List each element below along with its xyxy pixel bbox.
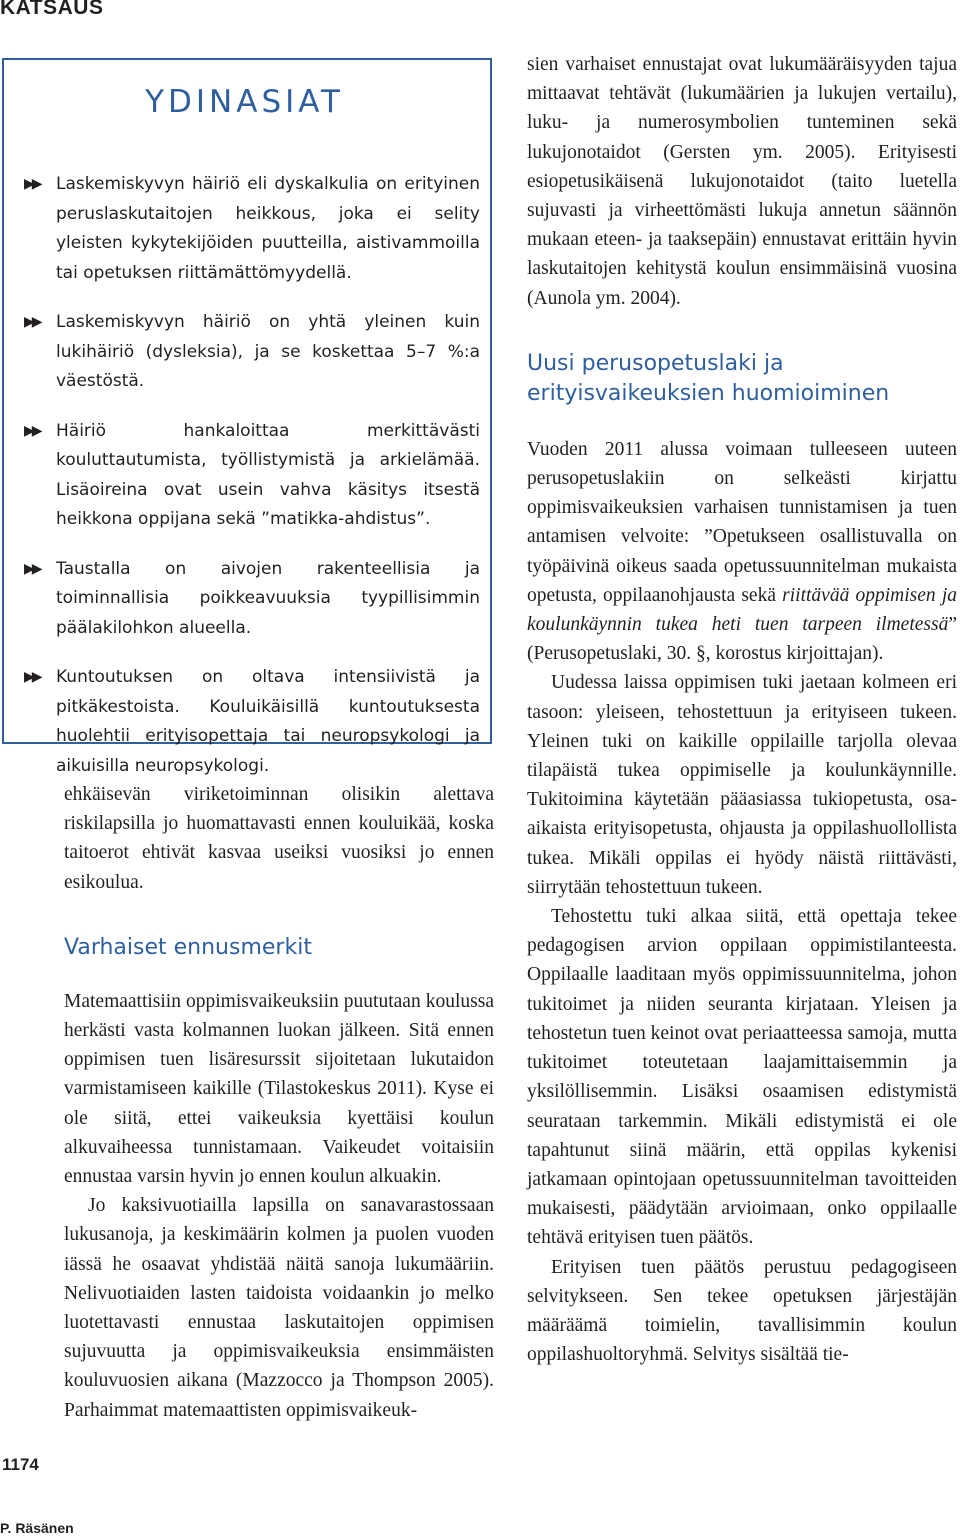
body-paragraph: Erityisen tuen päätös perustuu pedagogiseen selvitykseen. Sen tekee opetuksen järjestäjän määräämä toimielin, tavallisimmin koulun oppilashuoltoryhmä. Selvitys sisältää tie- bbox=[527, 1256, 957, 1366]
body-paragraph: Uudessa laissa oppimisen tuki jaetaan kolmeen eri tasoon: yleiseen, tehostettuun ja erityiseen tukeen. Yleinen tuki on kaikille oppilaille tarjolla olevaa tilapäistä tukea oppimiselle ja koulunkäynnille. Tukitoimina käytetään pääasiassa tukiopetusta, osa-aikaista erityisopetusta, ohjausta ja oppilashuollollista tukea. Mikäli oppilas ei hyödy näistä riittävästi, siirrytään tehostettuun tukeen. bbox=[527, 672, 957, 898]
double-arrow-icon: ▶▶ bbox=[24, 176, 40, 192]
body-paragraph: Tehostettu tuki alkaa siitä, että opettaja tekee pedagogisen arvion oppilaan oppimistilanteesta. Oppilaalle laaditaan myös oppimissuunnitelma, johon tukitoimet ja niiden seuranta kirjataan. Yleisen ja tehostetun tuen keinot ovat periaatteessa samoja, mutta tukitoimet toteutetaan laajamittaisemmin ja yksilöllisemmin. Lisäksi osaamisen edistymistä seurataan tarkemmin. Mikäli edistymistä ei ole tapahtunut siinä määrin, että oppilas kykenisi jatkamaan opintojaan opetussuunnitelman tavoitteiden mukaisesti, päädytään arvioimaan, onko oppilaalle tehtävä erityisen tuen päätös. bbox=[527, 906, 957, 1249]
double-arrow-icon: ▶▶ bbox=[24, 314, 40, 330]
section-heading: Varhaiset ennusmerkit bbox=[64, 934, 312, 960]
key-point-item bbox=[24, 663, 480, 781]
body-paragraph bbox=[527, 435, 957, 669]
key-point-text: Kuntoutuksen on oltava intensiivistä ja pitkäkestoista. Kouluikäisillä kuntoutuksesta huolehtii erityisopettaja tai neuropsykologi ja aikuisilla neuropsykologi. bbox=[56, 667, 480, 776]
key-point-item bbox=[24, 308, 480, 397]
key-points-list bbox=[24, 170, 480, 801]
key-points-title: YDINASIAT bbox=[145, 84, 344, 120]
left-column bbox=[64, 780, 494, 1425]
author-name: P. Räsänen bbox=[0, 1520, 74, 1536]
key-point-item bbox=[24, 555, 480, 644]
left-intro-paragraph: ehkäisevän viriketoiminnan olisikin alettava riskilapsilla jo huomattavasti ennen kouluikää, koska taitoerot ehtivät kasvaa useiksi vuosiksi jo ennen esikoulua. bbox=[64, 784, 494, 893]
body-paragraph: Matemaattisiin oppimisvaikeuksiin puututaan koulussa herkästi vasta kolmannen luokan jälkeen. Sitä ennen oppimisen tuen lisäresurssit sijoitetaan lukutaidon varmistamiseen kaikille (Tilastokeskus 2011). Kyse ei ole siitä, ettei vaikeuksia kyettäisi koulun alkuvaiheessa tunnistamaan. Vaikeudet voitaisiin ennustaa varsin hyvin jo ennen koulun alkuakin. bbox=[64, 990, 494, 1188]
section-label: KATSAUS bbox=[0, 0, 104, 19]
key-point-text: Laskemiskyvyn häiriö on yhtä yleinen kuin lukihäiriö (dysleksia), ja se koskettaa 5–7 %:a väestöstä. bbox=[56, 312, 480, 391]
page-number: 1174 bbox=[2, 1455, 39, 1474]
emphasized-quote: riittävää oppimisen ja koulunkäynnin tukea heti tuen tarpeen ilmetessä bbox=[527, 584, 957, 636]
key-point-item bbox=[24, 170, 480, 288]
key-point-text: Häiriö hankaloittaa merkittävästi kouluttautumista, työllistymistä ja arkielämää. Lisäoireina ovat usein vahva käsitys itsestä heikkona oppijana sekä ”matikka-ahdistus”. bbox=[56, 420, 480, 529]
key-point-text: Taustalla on aivojen rakenteellisia ja toiminnallisia poikkeavuuksia tyypillisimmin päälakilohkon alueella. bbox=[56, 558, 480, 638]
double-arrow-icon: ▶▶ bbox=[24, 560, 40, 577]
double-arrow-icon: ▶▶ bbox=[24, 422, 40, 439]
quote-text: Vuoden 2011 alussa voimaan tulleeseen uuteen perusopetuslakiin on selkeästi kirjattu oppimisvaikeuksien varhaisen tunnistamisen ja tuen antamisen velvoite: ”Opetukseen osallistuvalla on työpäivinä oikeus saada opetussuunnitelman mukaista opetusta, oppilaanohjausta sekä bbox=[527, 438, 957, 606]
right-column bbox=[527, 50, 957, 1369]
section-heading: Uusi perusopetuslaki ja erityisvaikeuksien huomioiminen bbox=[527, 350, 890, 406]
key-point-text: Laskemiskyvyn häiriö eli dyskalkulia on erityinen peruslaskutaitojen heikkous, joka ei selity yleisten kykytekijöiden puutteilla, aistivammoilla tai opetuksen riittämättömyydellä. bbox=[56, 174, 480, 283]
body-paragraph: Jo kaksivuotiailla lapsilla on sanavarastossaan lukusanoja, ja keskimäärin kolmen ja puolen vuoden iässä he osaavat yhdistää näitä sanoja lukumääriin. Nelivuotiaiden lasten taidoista voidaankin jo melko luotettavasti ennustaa laskutaitojen oppimisen sujuvuutta ja oppimisvaikeuksia ensimmäisten kouluvuosien aikana (Mazzocco ja Thompson 2005). Parhaimmat matemaattisten oppimisvaikeuk- bbox=[64, 1195, 494, 1421]
key-point-item bbox=[24, 417, 480, 535]
right-intro-paragraph: sien varhaiset ennustajat ovat lukumääräisyyden tajua mittaavat tehtävät (lukumäärien ja lukujen vertailu), luku- ja numerosymbolien tunteminen sekä lukujonotaidot (Gersten ym. 2005). Erityisesti esiopetusikäisenä lukujonotaidot (taito luetella sujuvasti ja virheettömästi lukuja annetun säännön mukaan eteen- ja taaksepäin) ennustavat erittäin hyvin laskutaitojen kehitystä koulun ensimmäisinä vuosina (Aunola ym. 2004). bbox=[527, 54, 957, 309]
key-points-box bbox=[2, 58, 492, 776]
double-arrow-icon: ▶▶ bbox=[24, 669, 40, 685]
citation-text: ” (Perusopetuslaki, 30. §, korostus kirjoittajan). bbox=[527, 614, 957, 665]
